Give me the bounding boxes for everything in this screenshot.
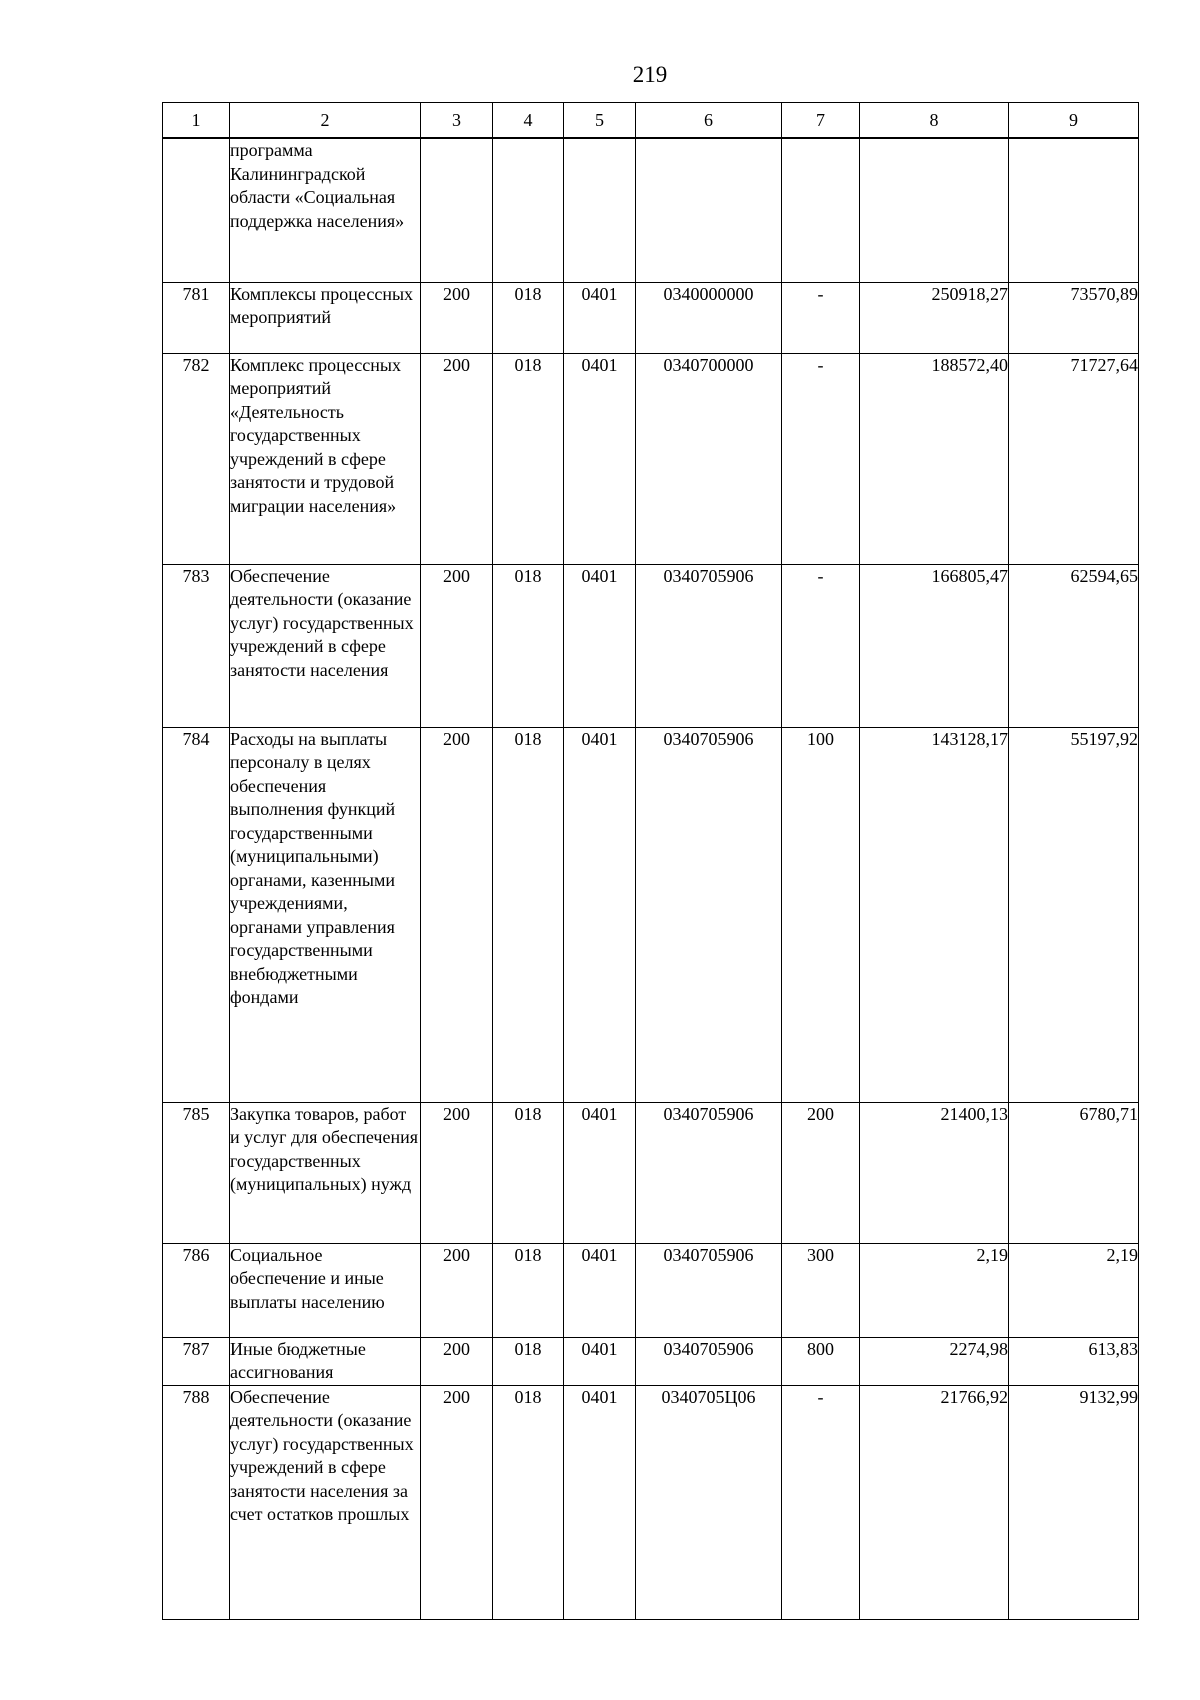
column-5-cell: 0401: [564, 1385, 636, 1619]
table-row: [163, 138, 1139, 282]
column-7-cell: 200: [782, 1102, 860, 1243]
column-5-cell: 0401: [564, 564, 636, 727]
column-7-cell: 800: [782, 1337, 860, 1385]
row-number-cell: 783: [163, 564, 230, 727]
column-9-amount-cell: 55197,92: [1009, 727, 1139, 1102]
column-9-amount-cell: 613,83: [1009, 1337, 1139, 1385]
column-7-cell: -: [782, 353, 860, 564]
column-6-cell: 0340705906: [636, 727, 782, 1102]
column-3-cell: 200: [421, 727, 493, 1102]
table-body: [163, 138, 1139, 1619]
row-number-cell: 785: [163, 1102, 230, 1243]
row-number-cell: 787: [163, 1337, 230, 1385]
column-5-cell: 0401: [564, 282, 636, 353]
table-row: [163, 282, 1139, 353]
item-name-cell: Обеспечение деятельности (оказание услуг) государственных учреждений в сфере занятости населения за счет остатков прошлых: [230, 1385, 421, 1619]
column-6-cell: 0340705906: [636, 1243, 782, 1337]
column-3-cell: 200: [421, 564, 493, 727]
item-name-cell: Социальное обеспечение и иные выплаты населению: [230, 1243, 421, 1337]
column-9-amount-cell: 2,19: [1009, 1243, 1139, 1337]
column-header: 8: [860, 103, 1009, 139]
table-row: [163, 353, 1139, 564]
column-8-amount-cell: 250918,27: [860, 282, 1009, 353]
column-4-cell: 018: [493, 1337, 564, 1385]
row-number-cell: 782: [163, 353, 230, 564]
column-7-cell: [782, 138, 860, 282]
table-header-row: [163, 103, 1139, 139]
column-8-amount-cell: 143128,17: [860, 727, 1009, 1102]
column-6-cell: 0340700000: [636, 353, 782, 564]
column-header: 5: [564, 103, 636, 139]
row-number-cell: 781: [163, 282, 230, 353]
row-number-cell: 786: [163, 1243, 230, 1337]
column-8-amount-cell: 188572,40: [860, 353, 1009, 564]
column-6-cell: 0340705Ц06: [636, 1385, 782, 1619]
column-8-amount-cell: 21400,13: [860, 1102, 1009, 1243]
column-5-cell: 0401: [564, 727, 636, 1102]
column-9-amount-cell: 73570,89: [1009, 282, 1139, 353]
column-4-cell: 018: [493, 1243, 564, 1337]
item-name-cell: Комплекс процессных мероприятий «Деятельность государственных учреждений в сфере занятости и трудовой миграции населения»: [230, 353, 421, 564]
column-header: 9: [1009, 103, 1139, 139]
column-4-cell: 018: [493, 727, 564, 1102]
column-6-cell: 0340705906: [636, 1337, 782, 1385]
column-5-cell: [564, 138, 636, 282]
column-4-cell: 018: [493, 564, 564, 727]
column-8-amount-cell: 21766,92: [860, 1385, 1009, 1619]
item-name-cell: Иные бюджетные ассигнования: [230, 1337, 421, 1385]
column-4-cell: 018: [493, 353, 564, 564]
column-4-cell: 018: [493, 1385, 564, 1619]
column-3-cell: 200: [421, 1102, 493, 1243]
column-8-amount-cell: 166805,47: [860, 564, 1009, 727]
table-row: [163, 1385, 1139, 1619]
column-header: 7: [782, 103, 860, 139]
budget-table: [162, 102, 1139, 1620]
column-3-cell: 200: [421, 1337, 493, 1385]
item-name-cell: программа Калининградской области «Социальная поддержка населения»: [230, 138, 421, 282]
row-number-cell: 788: [163, 1385, 230, 1619]
column-header: 1: [163, 103, 230, 139]
column-header: 6: [636, 103, 782, 139]
item-name-cell: Закупка товаров, работ и услуг для обеспечения государственных (муниципальных) нужд: [230, 1102, 421, 1243]
column-header: 2: [230, 103, 421, 139]
table-row: [163, 564, 1139, 727]
column-3-cell: 200: [421, 1385, 493, 1619]
table-row: [163, 1102, 1139, 1243]
column-3-cell: 200: [421, 1243, 493, 1337]
column-7-cell: 100: [782, 727, 860, 1102]
table-row: [163, 727, 1139, 1102]
item-name-cell: Обеспечение деятельности (оказание услуг) государственных учреждений в сфере занятости населения: [230, 564, 421, 727]
column-4-cell: 018: [493, 1102, 564, 1243]
column-7-cell: 300: [782, 1243, 860, 1337]
column-5-cell: 0401: [564, 1102, 636, 1243]
column-8-amount-cell: 2,19: [860, 1243, 1009, 1337]
column-5-cell: 0401: [564, 1243, 636, 1337]
column-4-cell: [493, 138, 564, 282]
column-9-amount-cell: 62594,65: [1009, 564, 1139, 727]
column-header: 4: [493, 103, 564, 139]
column-9-amount-cell: [1009, 138, 1139, 282]
column-6-cell: 0340000000: [636, 282, 782, 353]
column-6-cell: 0340705906: [636, 564, 782, 727]
item-name-cell: Расходы на выплаты персоналу в целях обеспечения выполнения функций государственными (муниципальными) органами, казенными учреждениями, органами управления государственными внебюджетными фондами: [230, 727, 421, 1102]
column-7-cell: -: [782, 282, 860, 353]
row-number-cell: 784: [163, 727, 230, 1102]
column-5-cell: 0401: [564, 353, 636, 564]
table-row: [163, 1337, 1139, 1385]
column-9-amount-cell: 6780,71: [1009, 1102, 1139, 1243]
column-9-amount-cell: 9132,99: [1009, 1385, 1139, 1619]
column-4-cell: 018: [493, 282, 564, 353]
column-8-amount-cell: 2274,98: [860, 1337, 1009, 1385]
row-number-cell: [163, 138, 230, 282]
column-6-cell: [636, 138, 782, 282]
column-3-cell: 200: [421, 353, 493, 564]
page-number: 219: [632, 62, 668, 87]
column-6-cell: 0340705906: [636, 1102, 782, 1243]
column-8-amount-cell: [860, 138, 1009, 282]
column-9-amount-cell: 71727,64: [1009, 353, 1139, 564]
column-7-cell: -: [782, 564, 860, 727]
item-name-cell: Комплексы процессных мероприятий: [230, 282, 421, 353]
column-5-cell: 0401: [564, 1337, 636, 1385]
table-row: [163, 1243, 1139, 1337]
column-3-cell: [421, 138, 493, 282]
column-7-cell: -: [782, 1385, 860, 1619]
column-3-cell: 200: [421, 282, 493, 353]
column-header: 3: [421, 103, 493, 139]
